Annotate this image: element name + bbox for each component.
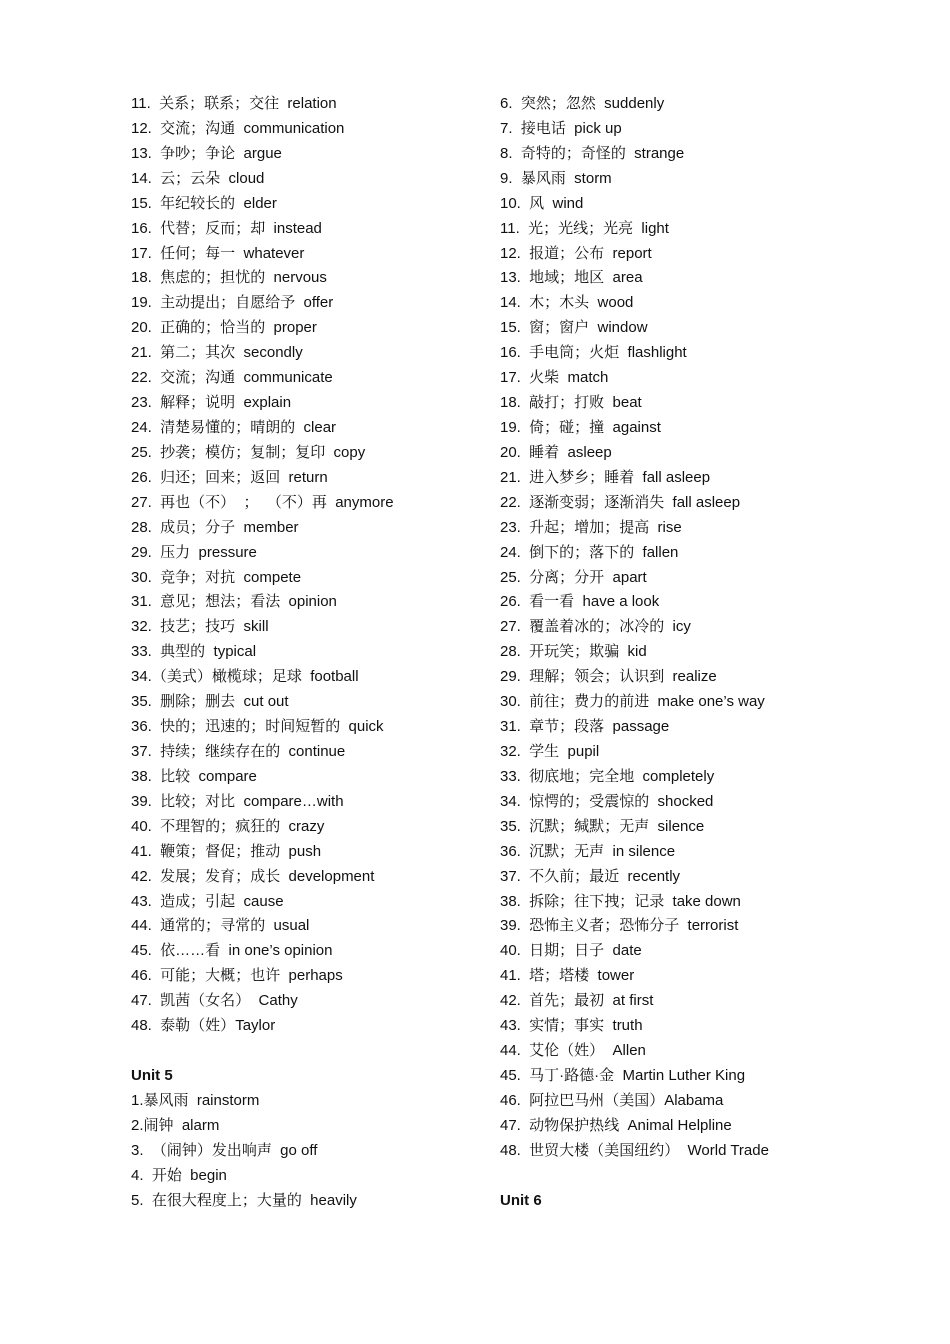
- unit-heading: Unit 5: [131, 1066, 173, 1084]
- left-vocab-entry: 36. 快的；迅速的；时间短暂的 quick: [131, 718, 384, 736]
- right-vocab-entry: 31. 章节；段落 passage: [500, 718, 670, 736]
- right-vocab-entry: 18. 敲打；打败 beat: [500, 394, 642, 412]
- left-vocab-entry: 32. 技艺；技巧 skill: [131, 618, 269, 636]
- left-vocab-entry: 2.闹钟 alarm: [131, 1116, 220, 1134]
- right-vocab-entry: 22. 逐渐变弱；逐渐消失 fall asleep: [500, 493, 741, 511]
- left-vocab-entry: 3. （闹钟）发出响声 go off: [131, 1141, 318, 1159]
- left-vocab-entry: 4. 开始 begin: [131, 1166, 227, 1184]
- right-vocab-entry: 45. 马丁·路德·金 Martin Luther King: [500, 1066, 746, 1084]
- left-vocab-entry: 14. 云；云朵 cloud: [131, 169, 265, 187]
- right-column: [500, 92, 920, 1213]
- right-vocab-entry: 41. 塔；塔楼 tower: [500, 967, 635, 985]
- left-vocab-entry: 48. 泰勒（姓）Taylor: [131, 1017, 276, 1035]
- left-vocab-entry: 28. 成员；分子 member: [131, 518, 299, 536]
- left-vocab-entry: 37. 持续；继续存在的 continue: [131, 742, 346, 760]
- right-vocab-entry: 19. 倚；碰；撞 against: [500, 418, 661, 436]
- right-vocab-entry: 13. 地域；地区 area: [500, 269, 643, 287]
- left-vocab-entry: 19. 主动提出；自愿给予 offer: [131, 294, 334, 312]
- right-vocab-entry: 30. 前往；费力的前进 make one’s way: [500, 693, 765, 711]
- right-vocab-entry: 42. 首先；最初 at first: [500, 992, 654, 1010]
- left-vocab-entry: 1.暴风雨 rainstorm: [131, 1091, 260, 1109]
- left-vocab-entry: 46. 可能；大概；也许 perhaps: [131, 967, 343, 985]
- right-vocab-entry: 12. 报道；公布 report: [500, 244, 652, 262]
- left-vocab-entry: 41. 鞭策；督促；推动 push: [131, 842, 322, 860]
- right-vocab-entry: 40. 日期；日子 date: [500, 942, 642, 960]
- right-vocab-entry: 9. 暴风雨 storm: [500, 169, 612, 187]
- right-vocab-entry: 34. 惊愕的；受震惊的 shocked: [500, 792, 714, 810]
- left-vocab-entry: 24. 清楚易懂的；晴朗的 clear: [131, 418, 337, 436]
- right-vocab-entry: 28. 开玩笑；欺骗 kid: [500, 643, 647, 661]
- left-vocab-entry: 5. 在很大程度上；大量的 heavily: [131, 1191, 357, 1209]
- left-vocab-entry: 34.（美式）橄榄球；足球 football: [131, 668, 359, 686]
- blank-line: [131, 1039, 481, 1064]
- left-vocab-entry: 47. 凯茜（女名） Cathy: [131, 992, 298, 1010]
- right-vocab-entry: 6. 突然；忽然 suddenly: [500, 95, 665, 112]
- left-vocab-entry: 40. 不理智的；疯狂的 crazy: [131, 817, 325, 835]
- left-vocab-entry: 42. 发展；发育；成长 development: [131, 867, 375, 885]
- right-vocab-entry: 23. 升起；增加；提高 rise: [500, 518, 682, 536]
- left-vocab-entry: 26. 归还；回来；返回 return: [131, 468, 328, 486]
- right-vocab-entry: 21. 进入梦乡；睡着 fall asleep: [500, 468, 711, 486]
- left-vocab-entry: 29. 压力 pressure: [131, 543, 257, 561]
- left-vocab-entry: 35. 删除；删去 cut out: [131, 693, 289, 711]
- right-vocab-entry: 26. 看一看 have a look: [500, 593, 660, 611]
- right-vocab-entry: 44. 艾伦（姓） Allen: [500, 1042, 646, 1060]
- left-vocab-entry: 17. 任何；每一 whatever: [131, 244, 305, 262]
- right-vocab-entry: 35. 沉默；缄默；无声 silence: [500, 817, 705, 835]
- right-vocab-entry: 47. 动物保护热线 Animal Helpline: [500, 1116, 732, 1134]
- left-vocab-entry: 30. 竞争；对抗 compete: [131, 568, 302, 586]
- right-vocab-entry: 38. 拆除；往下拽；记录 take down: [500, 892, 741, 910]
- left-vocab-entry: 25. 抄袭；模仿；复制；复印 copy: [131, 443, 366, 461]
- right-vocab-entry: 15. 窗；窗户 window: [500, 319, 648, 337]
- right-vocab-entry: 25. 分离；分开 apart: [500, 568, 647, 586]
- left-vocab-entry: 18. 焦虑的；担忧的 nervous: [131, 269, 327, 287]
- left-vocab-entry: 39. 比较；对比 compare…with: [131, 792, 344, 810]
- right-vocab-entry: 16. 手电筒；火炬 flashlight: [500, 344, 687, 362]
- right-vocab-entry: 17. 火柴 match: [500, 369, 609, 387]
- right-vocab-entry: 39. 恐怖主义者；恐怖分子 terrorist: [500, 917, 739, 935]
- left-vocab-entry: 33. 典型的 typical: [131, 643, 257, 661]
- left-vocab-entry: 16. 代替；反而；却 instead: [131, 219, 322, 237]
- left-vocab-entry: 20. 正确的；恰当的 proper: [131, 319, 317, 337]
- right-vocab-entry: 20. 睡着 asleep: [500, 443, 612, 461]
- left-vocab-entry: 38. 比较 compare: [131, 767, 257, 785]
- right-vocab-entry: 11. 光；光线；光亮 light: [500, 219, 669, 237]
- left-vocab-entry: 31. 意见；想法；看法 opinion: [131, 593, 337, 611]
- right-vocab-entry: 48. 世贸大楼（美国纽约） World Trade: [500, 1141, 769, 1159]
- left-column: [131, 92, 481, 1213]
- right-vocab-entry: 36. 沉默；无声 in silence: [500, 842, 676, 860]
- left-vocab-entry: 11. 关系；联系；交往 relation: [131, 95, 337, 112]
- right-vocab-entry: 46. 阿拉巴马州（美国）Alabama: [500, 1091, 724, 1109]
- right-vocab-entry: 14. 木；木头 wood: [500, 294, 634, 312]
- blank-line: [500, 1164, 920, 1189]
- left-vocab-entry: 15. 年纪较长的 elder: [131, 194, 277, 212]
- right-vocab-entry: 8. 奇特的；奇怪的 strange: [500, 144, 685, 162]
- right-vocab-entry: 29. 理解；领会；认识到 realize: [500, 668, 717, 686]
- left-vocab-entry: 12. 交流；沟通 communication: [131, 119, 345, 137]
- right-vocab-entry: 37. 不久前；最近 recently: [500, 867, 681, 885]
- left-vocab-entry: 21. 第二；其次 secondly: [131, 344, 303, 362]
- right-vocab-entry: 32. 学生 pupil: [500, 742, 600, 760]
- right-vocab-entry: 24. 倒下的；落下的 fallen: [500, 543, 679, 561]
- left-vocab-entry: 23. 解释；说明 explain: [131, 394, 292, 412]
- right-vocab-entry: 43. 实情；事实 truth: [500, 1017, 643, 1035]
- right-vocab-entry: 27. 覆盖着冰的；冰冷的 icy: [500, 618, 691, 636]
- left-vocab-entry: 13. 争吵；争论 argue: [131, 144, 282, 162]
- right-vocab-entry: 33. 彻底地；完全地 completely: [500, 767, 715, 785]
- left-vocab-entry: 27. 再也（不） ； （不）再 anymore: [131, 493, 394, 511]
- left-vocab-entry: 22. 交流；沟通 communicate: [131, 369, 333, 387]
- right-vocab-entry: 10. 风 wind: [500, 194, 584, 212]
- left-vocab-entry: 45. 依……看 in one’s opinion: [131, 942, 333, 960]
- left-vocab-entry: 44. 通常的；寻常的 usual: [131, 917, 310, 935]
- unit-heading: Unit 6: [500, 1191, 542, 1209]
- right-vocab-entry: 7. 接电话 pick up: [500, 119, 622, 137]
- left-vocab-entry: 43. 造成；引起 cause: [131, 892, 284, 910]
